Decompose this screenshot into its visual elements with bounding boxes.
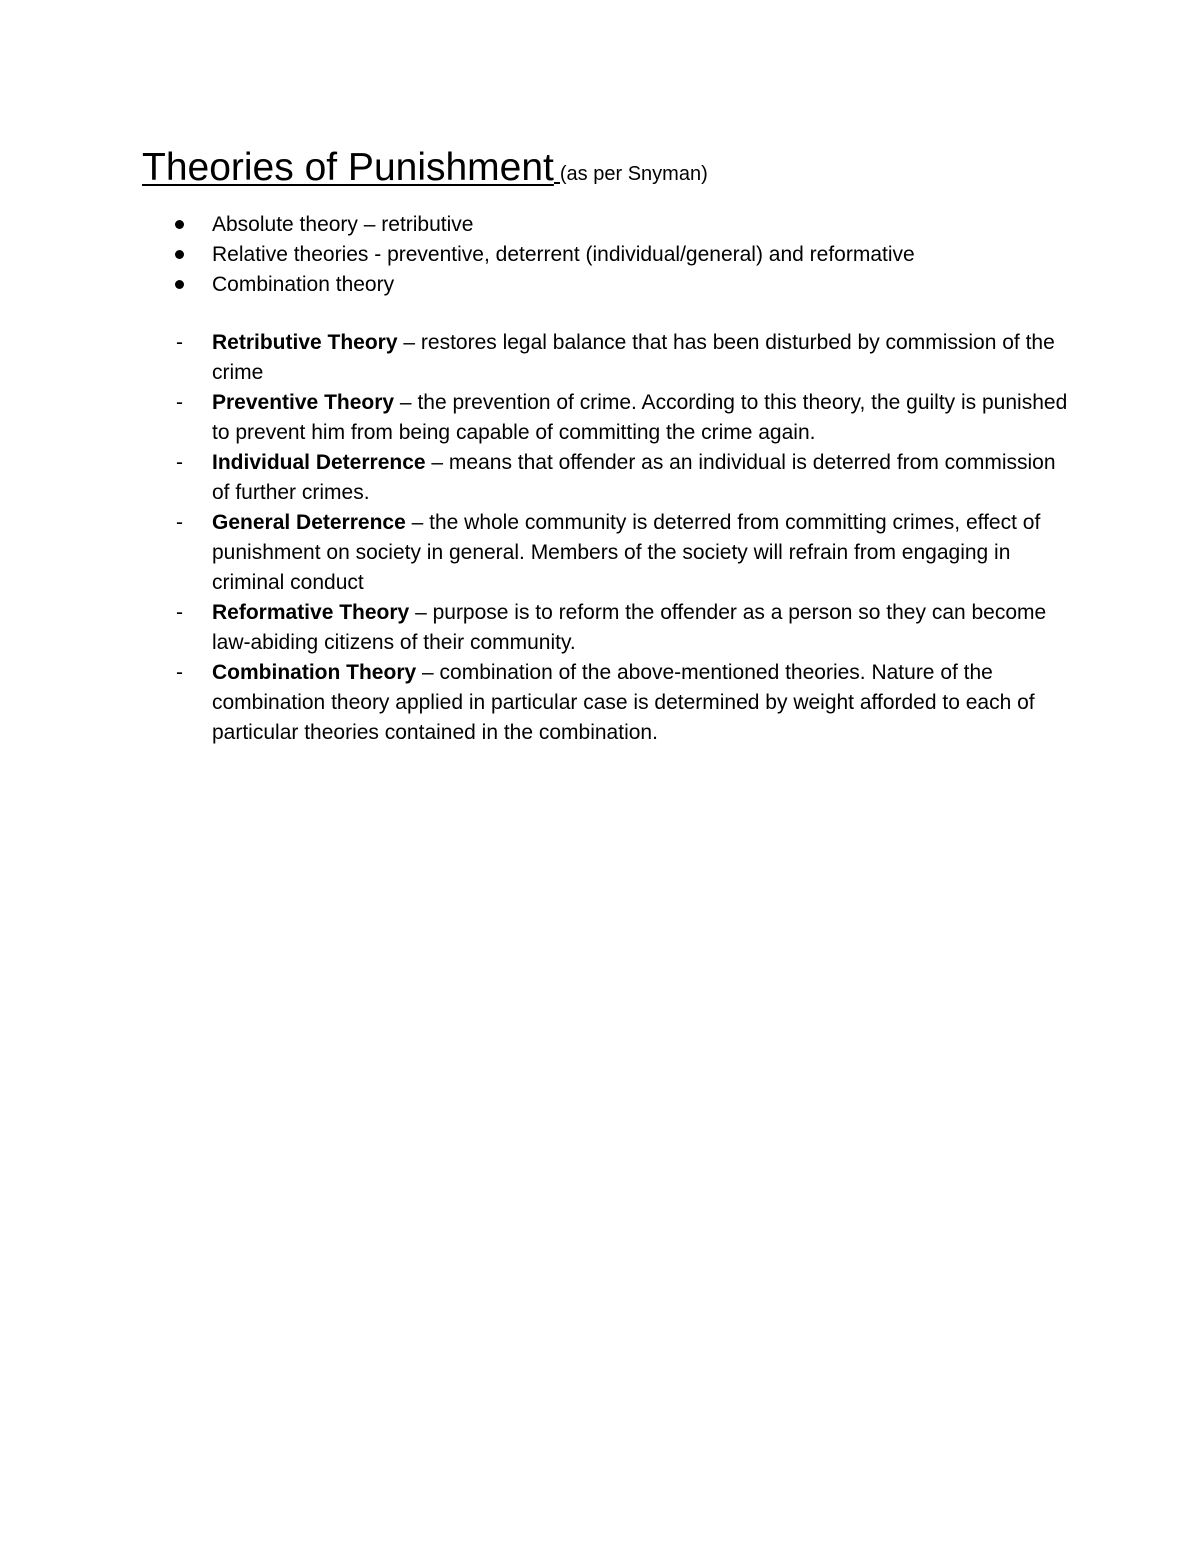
- definition-term: General Deterrence: [212, 511, 406, 534]
- title-subtitle: (as per Snyman): [559, 163, 708, 185]
- title-main: Theories of Punishment: [142, 146, 554, 189]
- bullet-text: Absolute theory – retributive: [212, 213, 474, 236]
- bullet-item: [140, 210, 915, 240]
- definition-text: – means that offender as an individual is deterred from commission of further crimes.: [212, 451, 1056, 504]
- dash-marker: -: [176, 661, 183, 684]
- definition-item-individual-deterrence: [140, 448, 1070, 508]
- bullet-dot-icon: [175, 280, 184, 289]
- bullet-item: [140, 240, 915, 270]
- bullet-dot-icon: [175, 250, 184, 259]
- definition-item-preventive: [140, 388, 1070, 448]
- definition-term: Individual Deterrence: [212, 451, 426, 474]
- theory-definition-list: [140, 328, 1070, 748]
- definition-item-retributive: [140, 328, 1070, 388]
- definition-item-general-deterrence: [140, 508, 1070, 598]
- dash-marker: -: [176, 511, 183, 534]
- dash-marker: -: [176, 601, 183, 624]
- definition-term: Retributive Theory: [212, 331, 398, 354]
- definition-term: Preventive Theory: [212, 391, 395, 414]
- dash-marker: -: [176, 391, 183, 414]
- dash-marker: -: [176, 451, 183, 474]
- definition-text: – restores legal balance that has been disturbed by commission of the crime: [212, 331, 1055, 384]
- bullet-dot-icon: [175, 220, 184, 229]
- definition-term: Reformative Theory: [212, 601, 410, 624]
- definition-text: – the whole community is deterred from committing crimes, effect of punishment on society in general. Members of the society will refrain from engaging in criminal conduct: [212, 511, 1041, 594]
- definition-item-combination: [140, 658, 1070, 748]
- bullet-item: [140, 270, 915, 300]
- dash-marker: -: [176, 331, 183, 354]
- definition-term: Combination Theory: [212, 661, 417, 684]
- definition-item-reformative: [140, 598, 1070, 658]
- theory-bullet-list: [140, 210, 915, 300]
- definition-text: – the prevention of crime. According to this theory, the guilty is punished to prevent him from being capable of committing the crime again.: [212, 391, 1068, 444]
- definition-text: – combination of the above-mentioned theories. Nature of the combination theory applied in particular case is determined by weight afforded to each of particular theories contained in the combination.: [212, 661, 1035, 744]
- definition-text: – purpose is to reform the offender as a person so they can become law-abiding citizens of their community.: [212, 601, 1047, 654]
- bullet-text: Combination theory: [212, 273, 395, 296]
- bullet-text: Relative theories - preventive, deterrent (individual/general) and reformative: [212, 243, 915, 266]
- page-title: [142, 143, 708, 201]
